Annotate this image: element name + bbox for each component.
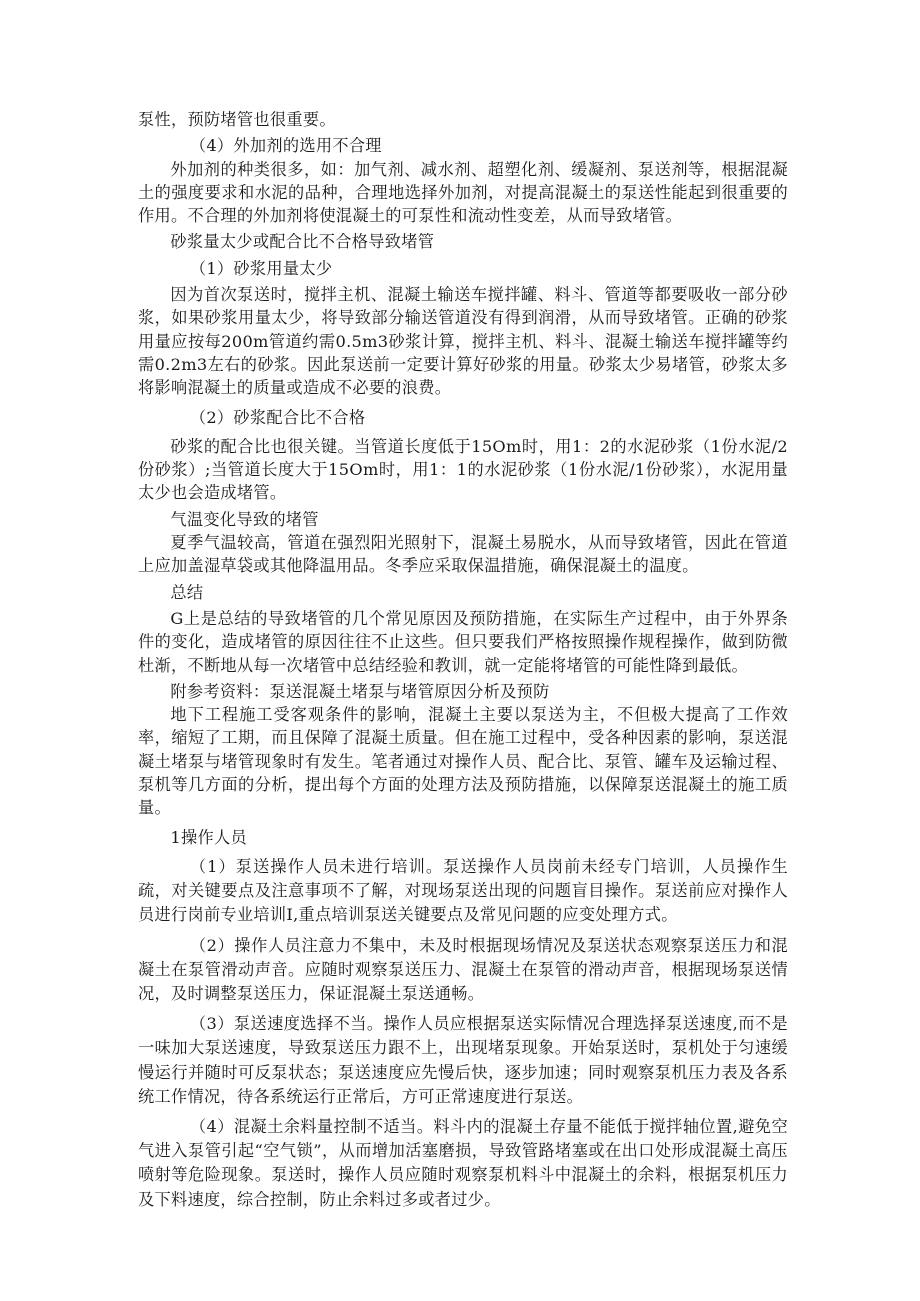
paragraph-reference-intro: 地下工程施工受客观条件的影响，混凝土主要以泵送为主，不但极大提高了工作效率，缩短了工期，而且保障了混凝土质量。但在施工过程中，受各种因素的影响，泵送混凝土堵泵与堵管现象时有发生。笔者通过对操作人员、配合比、泵管、罐车及运输过程、泵机等几方面的分析，提出每个方面的处理方法及预防措施，以保障泵送混凝土的施工质量。 (138, 705, 788, 818)
paragraph-operator-2: （2）操作人员注意力不集中，未及时根据现场情况及泵送状态观察泵送压力和混凝土在泵管滑动声音。应随时观察泵送压力、混凝土在泵管的滑动声音，根据现场泵送情况，及时调整泵送压力，保证混凝土泵送通畅。 (138, 935, 788, 1003)
paragraph-summary: G上是总结的导致堵管的几个常见原因及预防措施，在实际生产过程中，由于外界条件的变化，造成堵管的原因往往不止这些。但只要我们严格按照操作规程操作，做到防微杜渐，不断地从每一次堵管中总结经验和教训，就一定能将堵管的可能性降到最低。 (138, 608, 788, 675)
paragraph-temperature: 夏季气温较高，管道在强烈阳光照射下，混凝土易脱水，从而导致堵管，因此在管道上应加盖湿草袋或其他降温用品。冬季应采取保温措施，确保混凝土的温度。 (138, 533, 788, 576)
subheading-mortar-ratio: （2）砂浆配合比不合格 (189, 407, 366, 427)
paragraph-mortar-amount: 因为首次泵送时，搅拌主机、混凝土输送车搅拌罐、料斗、管道等都要吸收一部分砂浆，如果砂浆用量太少，将导致部分输送管道没有得到润滑，从而导致堵管。正确的砂浆用量应按每200m管道约需0.5m3砂浆计算，搅拌主机、料斗、混凝土输送车搅拌罐等约需0.2m3左右的砂浆。因此泵送前一定要计算好砂浆的用量。砂浆太少易堵管，砂浆太多将影响混凝土的质量或造成不必要的浪费。 (138, 285, 788, 398)
heading-reference: 附参考资料：泵送混凝土堵泵与堵管原因分析及预防 (170, 681, 550, 701)
paragraph-additive: 外加剂的种类很多，如：加气剂、减水剂、超塑化剂、缓凝剂、泵送剂等，根据混凝土的强度要求和水泥的品种，合理地选择外加剂，对提高混凝土的泵送性能起到很重要的作用。不合理的外加剂将使混凝土的可泵性和流动性变差，从而导致堵管。 (138, 159, 788, 226)
subheading-mortar-amount: （1）砂浆用量太少 (189, 258, 333, 278)
paragraph-operator-4: （4）混凝土余料量控制不适当。料斗内的混凝土存量不能低于搅拌轴位置,避免空气进入泵管引起“空气锁”，从而增加活塞磨损，导致管路堵塞或在出口处形成混凝土高压喷射等危险现象。泵送时，操作人员应随时观察泵机料斗中混凝土的余料，根据泵机压力及下料速度，综合控制，防止余料过多或者过少。 (138, 1116, 788, 1209)
paragraph-operator-3: （3）泵送速度选择不当。操作人员应根据泵送实际情况合理选择泵送速度,而不是一味加大泵送速度，导致泵送压力跟不上，出现堵泵现象。开始泵送时，泵机处于匀速缓慢运行并随时可反泵状态；泵送速度应先慢后快，逐步加速；同时观察泵机压力表及各系统工作情况，待各系统运行正常后，方可正常速度进行泵送。 (138, 1014, 788, 1106)
heading-operators: 1操作人员 (170, 827, 247, 847)
heading-mortar: 砂浆量太少或配合比不合格导致堵管 (170, 232, 435, 252)
heading-temperature: 气温变化导致的堵管 (170, 509, 319, 529)
document-page (138, 108, 788, 1212)
heading-summary: 总结 (170, 582, 204, 602)
paragraph-continuation: 泵性，预防堵管也很重要。 (138, 110, 336, 129)
subheading-additive: （4）外加剂的选用不合理 (189, 136, 382, 156)
paragraph-operator-1: （1）泵送操作人员未进行培训。泵送操作人员岗前未经专门培训，人员操作生疏，对关键要点及注意事项不了解，对现场泵送出现的问题盲目操作。泵送前应对操作人员进行岗前专业培训I,重点培训泵送关键要点及常见问题的应变处理方式。 (138, 856, 788, 925)
paragraph-mortar-ratio: 砂浆的配合比也很关键。当管道长度低于15Om时，用1：2的水泥砂浆（1份水泥/2份砂浆）;当管道长度大于15Om时，用1：1的水泥砂浆（1份水泥/1份砂浆），水泥用量太少也会造成堵管。 (138, 436, 788, 503)
